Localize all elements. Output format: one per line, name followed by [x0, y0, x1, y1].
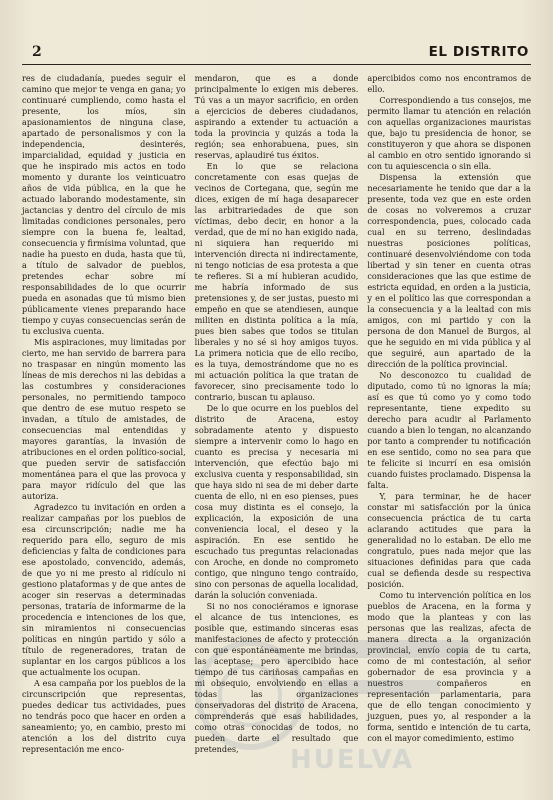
paragraph: mendaron, que es a donde principalmente lo exigen mis deberes. Tú vas a un mayor sacrificio, en orden a ejercicios de deberes ciudadanos, aspirando a extender tu actuación a toda la provincia y quizás a toda la región; sea enhorabuena, pues, sin reservas, aplaudiré tus éxitos. — [194, 73, 359, 160]
paragraph: Mis aspiraciones, muy limitadas por cierto, me han servido de barrera para no traspasar en ningún momento las líneas de mis derechos ni las debidas a las costumbres y consideraciones personales, no permitiendo tampoco que dentro de ese mutuo respeto se invadan, a título de amistades, de consecuencias mal entendidas y mayores garantías, la invasión de atribuciones en el orden político-social, que pueden servir de satisfacción momentánea para el que las provoca y para mayor ridículo del que las autoriza. — [22, 337, 186, 501]
paragraph: Dispensa la extensión que necesariamente he tenido que dar a la presente, toda vez que en este orden de cosas no volveremos a cruzar correspondencia, pues, colocado cada cual en su terreno, deslindadas nuestras posiciones políticas, continuaré desenvolviéndome con toda libertad y sin tener en cuenta otras consideraciones que las que estime de estricta equidad, en orden a la justicia, y en el político las que correspondan a la consecuencia y a la lealtad con mis amigos, con mi partido y con la persona de don Manuel de Burgos, al que he seguido en mi vida pública y al que seguiré, aun apartado de la dirección de la política provincial. — [367, 172, 532, 369]
paragraph: Si no nos conociéramos e ignorase el alcance de tus intenciones, es posible que, estimando sinceras esas manifestaciones de afecto y protección con que espontáneamente me brindas, las aceptase; pero apercibido hace tiempo de tus cariñosas campañas en mi obsequio, envolviendo en ellas a todas las organizaciones conservadoras del distrito de Aracena, comprenderás que esas habilidades, como otras conocidas de todos, no pueden darte el resultado que pretendes, — [194, 601, 359, 754]
paragraph: A esa campaña por los pueblos de la circunscripción que representas, puedes dedicar tus actividades, pues no tendrás poco que hacer en orden a saneamiento; yo, en cambio, presto mi atención a los del distrito cuya representación me enco- — [22, 678, 186, 754]
running-title: EL DISTRITO — [428, 44, 529, 60]
text-column-2 — [195, 73, 359, 788]
paragraph: En lo que se relaciona concretamente con esas quejas de vecinos de Cortegana, que, según me dices, exigen de mí haga desaparecer las arbitrariedades de que son víctimas, debo decir, en honor a la verdad, que de mí no han exigido nada, ni siquiera han requerido mi intervención directa ni indirectamente, ni tengo noticias de esa protesta a que te refieres. Si a mí hubieran acudido, me habría informado de sus pretensiones y, de ser justas, puesto mi empeño en que se atendiesen, aunque militen en distinta política a la mía, pues bien sabes que todos se titulan liberales y no sé si hoy amigos tuyos. La primera noticia que de ello recibo, es la tuya, demostrándome que no es mi actuación política la que tratan de favorecer, sino precisamente todo lo contrario, buscan tu aplauso. — [194, 161, 359, 402]
paragraph: No desconozco tu cualidad de diputado, como tú no ignoras la mía; así es que tú como yo y como todo representante, tiene expedito su derecho para acudir al Parlamento cuando a bien lo tengan, no alcanzando por tanto a comprender tu notificación en ese sentido, como no sea para que te felicite si incurrí en esa omisión cuando fuistes proclamado. Dispensa la falta. — [367, 370, 532, 490]
paragraph: De lo que ocurre en los pueblos del distrito de Aracena, estoy sobradamente atento y dispuesto siempre a intervenir como lo hago en cuanto es precisa y necesaria mi intervención, que efectúo bajo mi exclusiva cuenta y responsabilidad, sin que haya sido ni sea de mi deber darte cuenta de ello, ni en eso pienses, pues cosa muy distinta es el consejo, la explicación, la exposición de una conveniencia local, el deseo y la aspiración. En ese sentido he escuchado tus preguntas relacionadas con Aroche, en donde no comprometo contigo, que ninguno tengo contraído, sino con personas de aquella localidad, darán la solución conveniada. — [194, 403, 359, 600]
paragraph: Correspondiendo a tus consejos, me permito llamar tu atención en relación con aquellas organizaciones mauristas que, bajo tu presidencia de honor, se constituyeron y que ahora se disponen al cambio en otro sentido ignorando si con tu aquiescencia o sin ella. — [367, 95, 532, 171]
article-columns — [22, 73, 531, 788]
paragraph: Como tu intervención política en los pueblos de Aracena, en la forma y modo que la planteas y con las personas que las realizas, afecta de manera directa a la organización provincial, envío copia de tu carta, como de mi contestación, al señor gobernador de esa provincia y a nuestros compañeros en representación parlamentaria, para que de ello tengan conocimiento y juzguen, pues yo, al responder a la forma, sentido e intención de tu carta, con el mayor comedimiento, estimo — [367, 590, 532, 743]
paragraph: res de ciudadanía, puedes seguir el camino que mejor te venga en gana; yo continuaré cumpliendo, como hasta el presente, los míos, sin apasionamientos de ninguna clase, apartado de personalismos y con la independencia, desinterés, imparcialidad, equidad y justicia en que he inspirado mis actos en todo momento y durante los veinticuatro años de vida pública, en la que he actuado laborando modestamente, sin jactancias y dentro del círculo de mis limitadas condiciones personales, pero siempre con la buena fe, lealtad, consecuencia y firmísima voluntad, que nadie ha puesto en duda, hasta que tú, a título de salvador de pueblos, pretendes echar sobre mí responsabilidades de lo que ocurrir pueda en asonadas que tú mismo bien públicamente vienes preparando hace tiempo y cuyas consecuencias serán de tu exclusiva cuenta. — [22, 73, 186, 336]
paragraph: Agradezco tu invitación en orden a realizar campañas por los pueblos de esa circunscripción; nadie me ha requerido para ello, seguro de mis deficiencias y falta de condiciones para ese apostolado, convencido, además, de que yo ni me presto al ridículo ni gestiono plataformas y de que antes de acoger sin reservas a determinadas personas, trataría de informarme de la procedencia e intenciones de los que, sin miramientos ni consecuencias políticas en ningún partido y sólo a título de regeneradores, tratan de suplantar en los cargos públicos a los que actualmente los ocupan. — [22, 502, 186, 677]
watermark-text: HUELVA — [290, 745, 415, 775]
text-column-3 — [367, 73, 531, 788]
page-header — [22, 40, 531, 65]
page-number: 2 — [32, 44, 42, 60]
text-column-1 — [22, 73, 186, 788]
paragraph: Y, para terminar, he de hacer constar mi satisfacción por la única consecuencia práctica de tu carta aclarando actitudes que para la generalidad no lo estaban. De ello me congratulo, pues nada mejor que las situaciones definidas para que cada cual se defienda desde su respectiva posición. — [367, 491, 532, 589]
paragraph: apercibidos como nos encontramos de ello. — [367, 73, 532, 94]
